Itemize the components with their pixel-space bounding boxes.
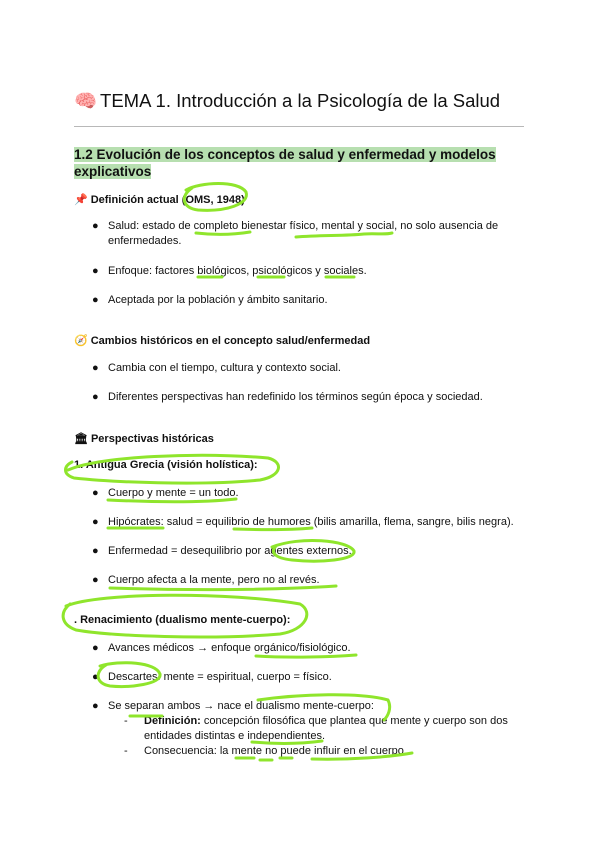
perspectives-heading-text: Perspectivas históricas: [90, 433, 214, 445]
list-item-text: Enfoque: factores biológicos, psicológicos y sociales.: [108, 265, 367, 277]
definition-heading: [74, 193, 245, 206]
list-item-text: Cuerpo y mente = un todo.: [108, 487, 239, 499]
renaissance-heading: . Renacimiento (dualismo mente-cuerpo):: [74, 614, 291, 626]
list-item-text: Salud: estado de completo bienestar físico, mental y social, no solo ausencia de enfermedades.: [108, 220, 499, 247]
list-item-text: Cambia con el tiempo, cultura y contexto social.: [108, 362, 341, 374]
bullet-icon: ●: [92, 220, 99, 232]
bullet-icon: ●: [92, 362, 99, 374]
list-item-text: Enfermedad = desequilibrio por agentes externos.: [108, 545, 352, 557]
sub-item-body: concepción filosófica que plantea que mente y cuerpo son dos entidades distintas e independientes.: [144, 715, 508, 742]
sub-list-item-text: [144, 714, 524, 743]
bullet-icon: ●: [92, 516, 99, 528]
bullet-icon: ●: [92, 671, 99, 683]
section-heading-text: 1.2 Evolución de los conceptos de salud y enfermedad y modelos explicativos: [74, 147, 496, 179]
dash-icon: -: [124, 745, 128, 757]
title-divider: [74, 126, 524, 127]
bullet-icon: ●: [92, 545, 99, 557]
bullet-icon: ●: [92, 700, 99, 712]
list-item-text: Avances médicos → enfoque orgánico/fisiológico.: [108, 642, 351, 654]
list-item-text: Cuerpo afecta a la mente, pero no al revés.: [108, 574, 320, 586]
list-item-text: Diferentes perspectivas han redefinido los términos según época y sociedad.: [108, 391, 483, 403]
brain-icon: 🧠: [74, 90, 98, 111]
sub-list-item-text: Consecuencia: la mente no puede influir en el cuerpo.: [144, 745, 407, 757]
page-title-text: TEMA 1. Introducción a la Psicología de la Salud: [100, 90, 501, 111]
section-heading: [74, 146, 520, 180]
compass-icon: 🧭: [74, 335, 88, 347]
dash-icon: -: [124, 715, 128, 727]
classical-building-icon: 🏛: [74, 433, 88, 445]
page-title: [74, 90, 500, 112]
changes-heading-text: Cambios históricos en el concepto salud/enfermedad: [90, 335, 371, 347]
bullet-icon: ●: [92, 574, 99, 586]
perspectives-heading: [74, 432, 214, 445]
sub-item-label: Definición:: [144, 715, 201, 727]
bullet-icon: ●: [92, 487, 99, 499]
bullet-icon: ●: [92, 265, 99, 277]
changes-heading: [74, 334, 370, 347]
bullet-icon: ●: [92, 642, 99, 654]
definition-heading-text: Definición actual (OMS, 1948): [90, 194, 245, 206]
bullet-icon: ●: [92, 294, 99, 306]
pushpin-icon: 📌: [74, 194, 88, 206]
list-item-text: Se separan ambos → nace el dualismo mente-cuerpo:: [108, 700, 374, 712]
list-item-text: Hipócrates: salud = equilibrio de humores (bilis amarilla, flema, sangre, bilis negra).: [108, 516, 514, 528]
greece-heading: 1. Antigua Grecia (visión holística):: [74, 459, 258, 471]
list-item-text: Descartes: mente = espiritual, cuerpo = físico.: [108, 671, 332, 683]
bullet-icon: ●: [92, 391, 99, 403]
list-item-text: Aceptada por la población y ámbito sanitario.: [108, 294, 328, 306]
